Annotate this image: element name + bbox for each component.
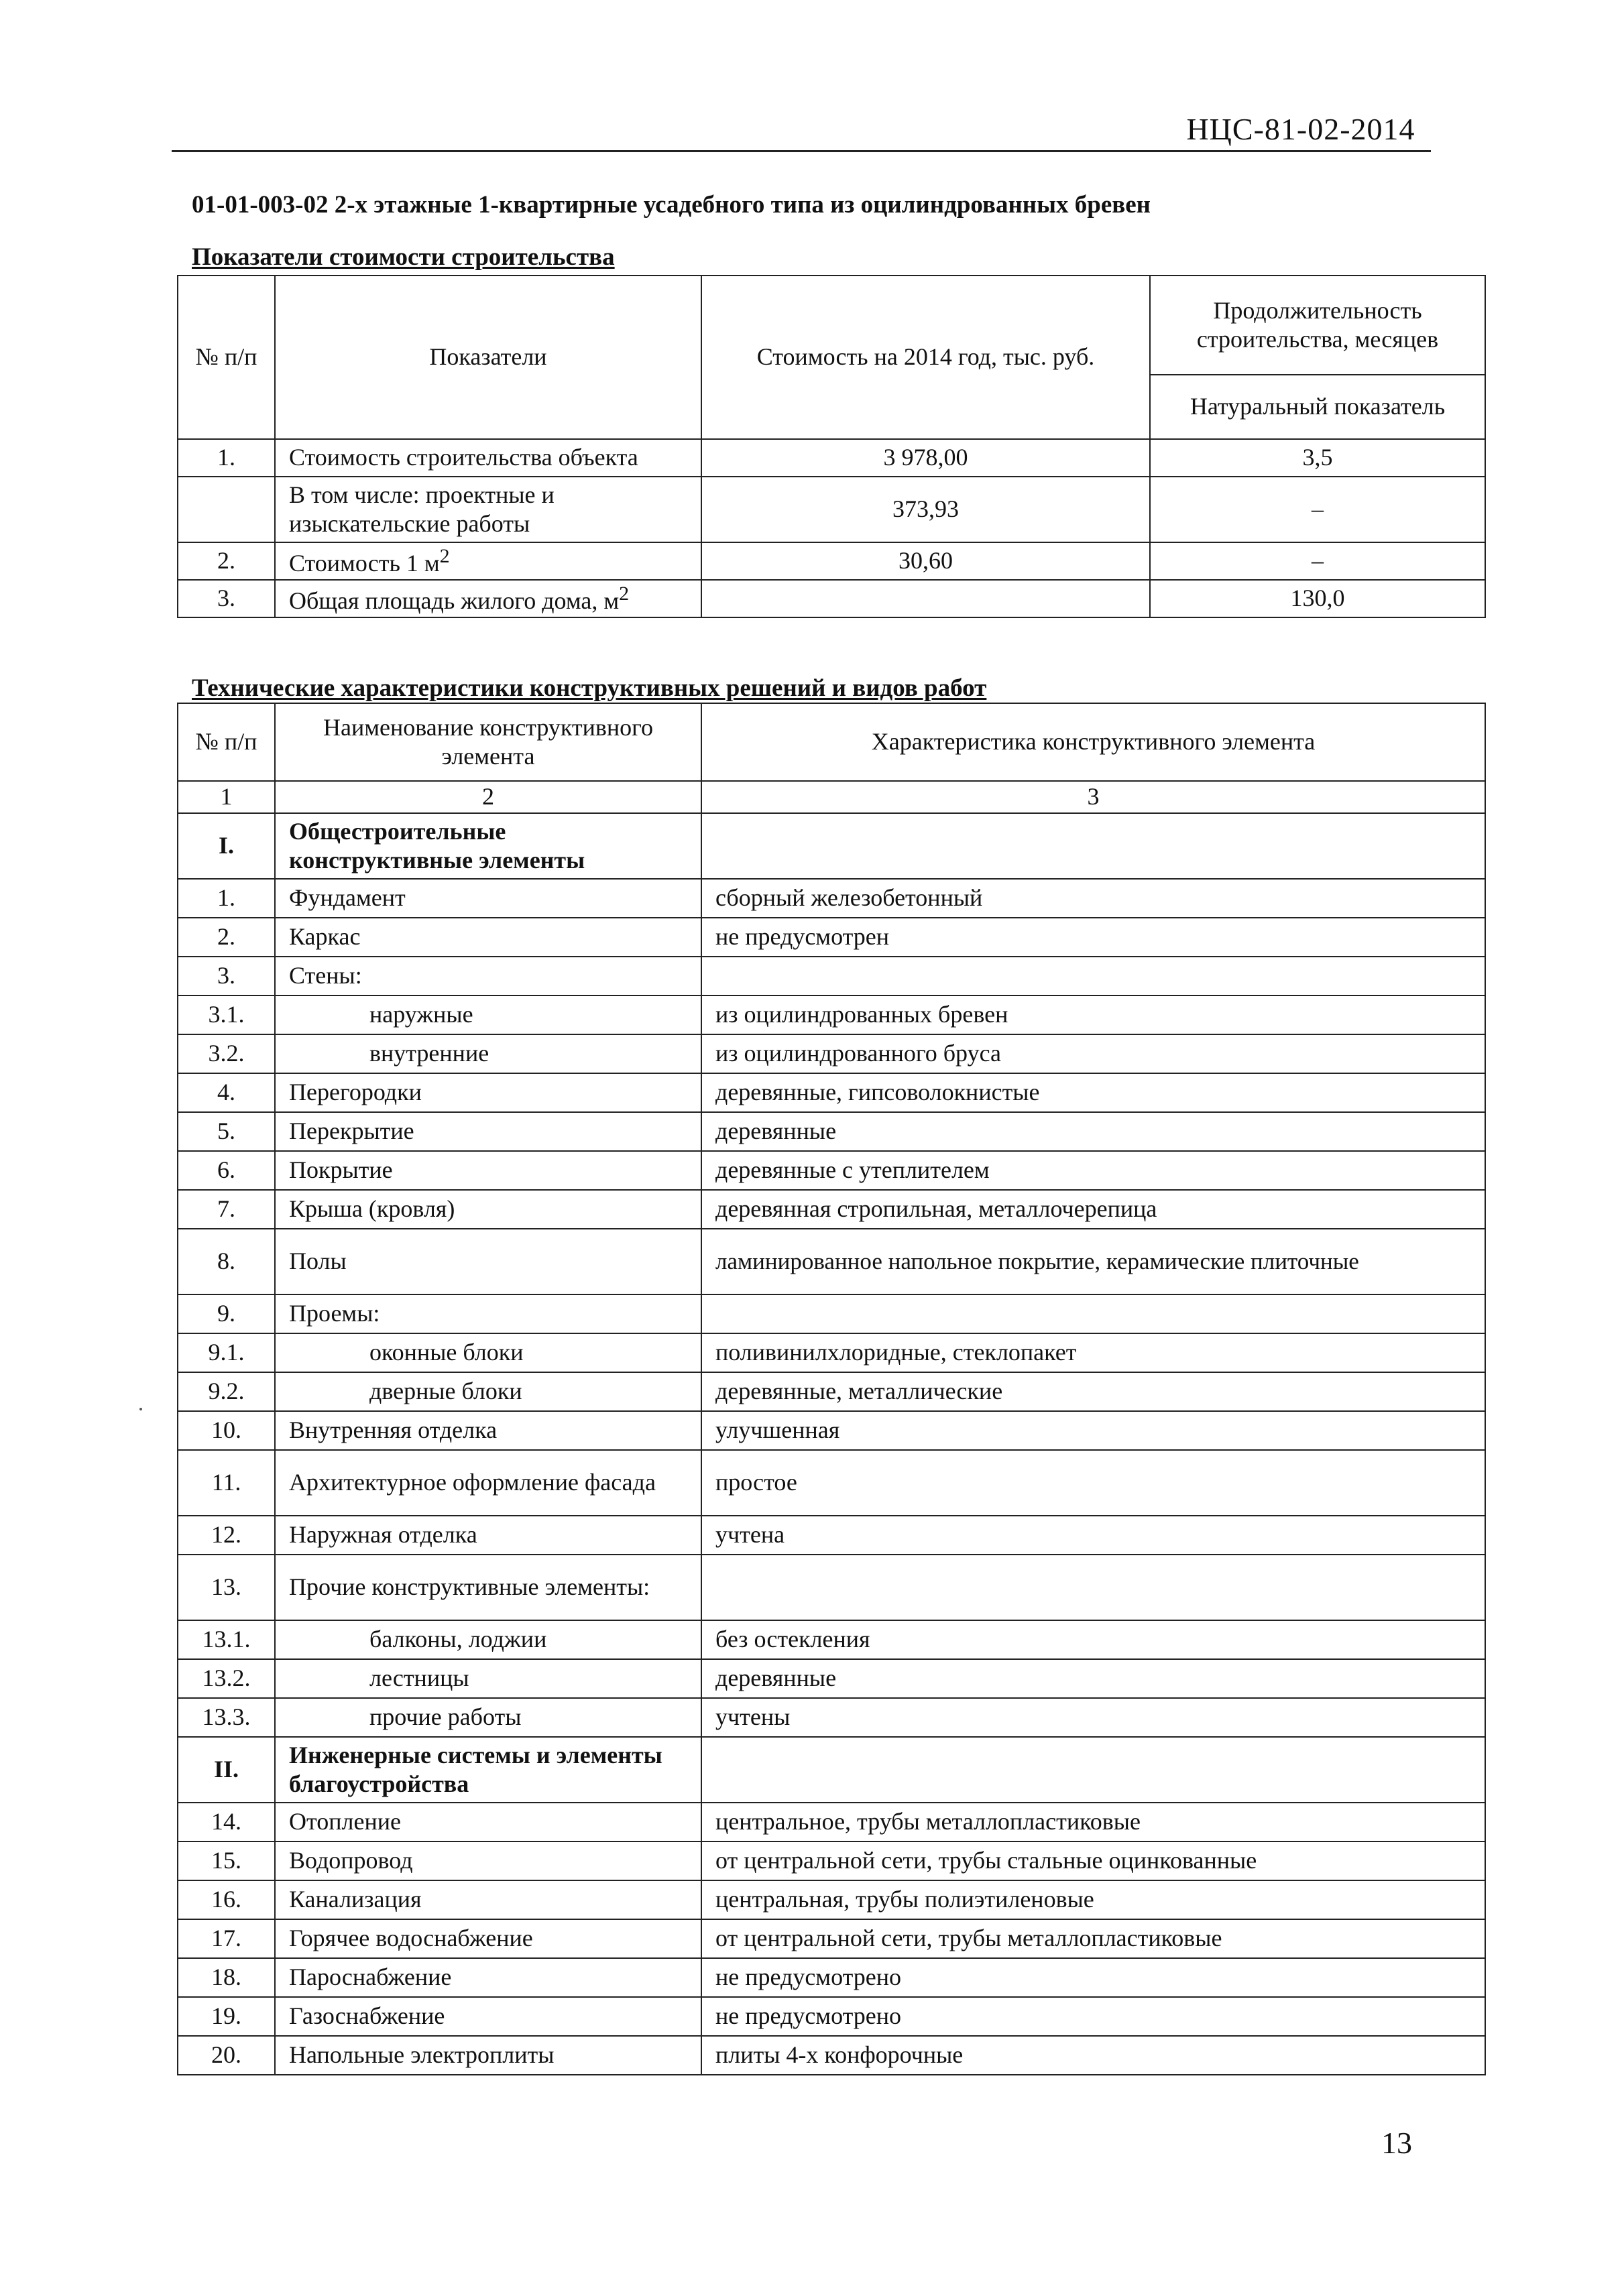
row-number: 12. (178, 1516, 275, 1555)
row-description: плиты 4-х конфорочные (701, 2036, 1485, 2075)
tech-header-desc: Характеристика конструктивного элемента (701, 703, 1485, 781)
row-number: 18. (178, 1958, 275, 1997)
row-value: – (1150, 542, 1485, 580)
cost-header-duration: Продолжительность строительства, месяцев (1150, 276, 1485, 375)
cost-header-indicators: Показатели (275, 276, 701, 439)
row-description: деревянные (701, 1112, 1485, 1151)
row-description: не предусмотрен (701, 918, 1485, 957)
row-name: Канализация (275, 1880, 701, 1919)
row-number: 11. (178, 1450, 275, 1516)
table-row (178, 1034, 1485, 1073)
row-name (275, 542, 701, 580)
table-row (178, 1372, 1485, 1411)
tech-table-body (178, 813, 1485, 2075)
row-name: Отопление (275, 1803, 701, 1841)
table-row (178, 542, 1485, 580)
row-description: сборный железобетонный (701, 879, 1485, 918)
row-number: II. (178, 1737, 275, 1803)
row-number: 16. (178, 1880, 275, 1919)
row-number: 5. (178, 1112, 275, 1151)
row-name: Проемы: (275, 1294, 701, 1333)
row-description: ламинированное напольное покрытие, керамические плиточные (701, 1229, 1485, 1294)
table-row (178, 1151, 1485, 1190)
row-cost: 373,93 (701, 477, 1150, 542)
row-number: 8. (178, 1229, 275, 1294)
row-name: Полы (275, 1229, 701, 1294)
row-name: Стены: (275, 957, 701, 995)
table-row (178, 1073, 1485, 1112)
row-number: 7. (178, 1190, 275, 1229)
row-name: Перекрытие (275, 1112, 701, 1151)
column-number-1: 1 (178, 781, 275, 813)
table-row (178, 879, 1485, 918)
row-description (701, 1294, 1485, 1333)
row-number: 3. (178, 957, 275, 995)
row-name: Каркас (275, 918, 701, 957)
row-description (701, 813, 1485, 879)
row-value: 3,5 (1150, 439, 1485, 477)
row-name: Крыша (кровля) (275, 1190, 701, 1229)
table-row (178, 1698, 1485, 1737)
row-description: деревянная стропильная, металлочерепица (701, 1190, 1485, 1229)
row-number: 2. (178, 542, 275, 580)
row-number: 13. (178, 1555, 275, 1620)
row-description: деревянные с утеплителем (701, 1151, 1485, 1190)
row-number: 13.3. (178, 1698, 275, 1737)
row-name: Покрытие (275, 1151, 701, 1190)
row-name: Фундамент (275, 879, 701, 918)
row-name: дверные блоки (275, 1372, 701, 1411)
table-row (178, 1294, 1485, 1333)
row-name: Стоимость строительства объекта (275, 439, 701, 477)
tech-section-title: Технические характеристики конструктивных решений и видов работ (192, 674, 987, 702)
header-rule (172, 150, 1431, 152)
row-number: 15. (178, 1841, 275, 1880)
row-description: простое (701, 1450, 1485, 1516)
row-number (178, 477, 275, 542)
cost-section-title: Показатели стоимости строительства (192, 243, 615, 271)
row-number: 1. (178, 879, 275, 918)
scan-speck (139, 1408, 142, 1410)
tech-header-name: Наименование конструктивного элемента (275, 703, 701, 781)
row-name: Наружная отделка (275, 1516, 701, 1555)
row-number: I. (178, 813, 275, 879)
row-name: Общестроительные конструктивные элементы (275, 813, 701, 879)
row-number: 3.1. (178, 995, 275, 1034)
row-number: 3. (178, 580, 275, 617)
row-value: – (1150, 477, 1485, 542)
table-row (178, 1997, 1485, 2036)
row-number: 19. (178, 1997, 275, 2036)
row-name: балконы, лоджии (275, 1620, 701, 1659)
row-number: 13.1. (178, 1620, 275, 1659)
row-number: 2. (178, 918, 275, 957)
table-row (178, 1880, 1485, 1919)
cost-header-num: № п/п (178, 276, 275, 439)
row-value: 130,0 (1150, 580, 1485, 617)
row-description (701, 1555, 1485, 1620)
table-row (178, 1411, 1485, 1450)
row-description (701, 1737, 1485, 1803)
table-row (178, 1841, 1485, 1880)
tech-header-num: № п/п (178, 703, 275, 781)
table-row (178, 1516, 1485, 1555)
table-row (178, 1803, 1485, 1841)
row-name: Напольные электроплиты (275, 2036, 701, 2075)
row-name: прочие работы (275, 1698, 701, 1737)
row-cost: 3 978,00 (701, 439, 1150, 477)
row-name: Прочие конструктивные элементы: (275, 1555, 701, 1620)
row-name: внутренние (275, 1034, 701, 1073)
table-row (178, 1229, 1485, 1294)
row-name: лестницы (275, 1659, 701, 1698)
row-number: 6. (178, 1151, 275, 1190)
table-row (178, 995, 1485, 1034)
row-description: не предусмотрено (701, 1958, 1485, 1997)
table-row (178, 439, 1485, 477)
table-row (178, 1333, 1485, 1372)
row-number: 1. (178, 439, 275, 477)
table-row (178, 918, 1485, 957)
table-row (178, 957, 1485, 995)
document-code: НЦС-81-02-2014 (1186, 112, 1415, 146)
table-row (178, 2036, 1485, 2075)
row-description: от центральной сети, трубы стальные оцинкованные (701, 1841, 1485, 1880)
row-number: 13.2. (178, 1659, 275, 1698)
table-row (178, 1555, 1485, 1620)
row-cost (701, 580, 1150, 617)
row-name: Горячее водоснабжение (275, 1919, 701, 1958)
superscript: 2 (439, 544, 450, 567)
row-description: из оцилиндрованного бруса (701, 1034, 1485, 1073)
row-description: учтена (701, 1516, 1485, 1555)
row-name: Архитектурное оформление фасада (275, 1450, 701, 1516)
table-row (178, 1112, 1485, 1151)
cost-table (177, 275, 1486, 618)
row-name: наружные (275, 995, 701, 1034)
row-description: центральная, трубы полиэтиленовые (701, 1880, 1485, 1919)
table-row (178, 1659, 1485, 1698)
row-name-text: Общая площадь жилого дома, м (289, 587, 620, 614)
row-number: 20. (178, 2036, 275, 2075)
row-number: 3.2. (178, 1034, 275, 1073)
row-name: Внутренняя отделка (275, 1411, 701, 1450)
row-description: улучшенная (701, 1411, 1485, 1450)
table-row (178, 1737, 1485, 1803)
table-row (178, 813, 1485, 879)
table-row (178, 1190, 1485, 1229)
row-description: из оцилиндрованных бревен (701, 995, 1485, 1034)
row-number: 4. (178, 1073, 275, 1112)
row-number: 9. (178, 1294, 275, 1333)
row-number: 9.2. (178, 1372, 275, 1411)
page-number: 13 (1381, 2126, 1412, 2160)
row-description: поливинилхлоридные, стеклопакет (701, 1333, 1485, 1372)
row-description: деревянные, гипсоволокнистые (701, 1073, 1485, 1112)
table-row (178, 1958, 1485, 1997)
row-description (701, 957, 1485, 995)
table-row (178, 580, 1485, 617)
row-description: деревянные, металлические (701, 1372, 1485, 1411)
superscript: 2 (619, 582, 630, 605)
table-row (178, 477, 1485, 542)
row-number: 10. (178, 1411, 275, 1450)
row-name (275, 580, 701, 617)
column-number-2: 2 (275, 781, 701, 813)
table-row (178, 1450, 1485, 1516)
table-row (178, 1620, 1485, 1659)
row-cost: 30,60 (701, 542, 1150, 580)
row-description: деревянные (701, 1659, 1485, 1698)
row-number: 9.1. (178, 1333, 275, 1372)
row-description: от центральной сети, трубы металлопластиковые (701, 1919, 1485, 1958)
row-description: учтены (701, 1698, 1485, 1737)
row-description: не предусмотрено (701, 1997, 1485, 2036)
row-description: центральное, трубы металлопластиковые (701, 1803, 1485, 1841)
cost-header-cost: Стоимость на 2014 год, тыс. руб. (701, 276, 1150, 439)
row-name: Инженерные системы и элементы благоустройства (275, 1737, 701, 1803)
row-name: Перегородки (275, 1073, 701, 1112)
cost-header-natural: Натуральный показатель (1150, 375, 1485, 439)
table-row (178, 1919, 1485, 1958)
row-description: без остекления (701, 1620, 1485, 1659)
tech-table (177, 703, 1486, 2075)
document-title: 01-01-003-02 2-х этажные 1-квартирные усадебного типа из оцилиндрованных бревен (192, 191, 1151, 219)
row-name: В том числе: проектные и изыскательские работы (275, 477, 701, 542)
row-name: Пароснабжение (275, 1958, 701, 1997)
row-name: Газоснабжение (275, 1997, 701, 2036)
row-number: 14. (178, 1803, 275, 1841)
row-name: оконные блоки (275, 1333, 701, 1372)
column-number-3: 3 (701, 781, 1485, 813)
row-name-text: Стоимость 1 м (289, 549, 440, 577)
row-name: Водопровод (275, 1841, 701, 1880)
row-number: 17. (178, 1919, 275, 1958)
